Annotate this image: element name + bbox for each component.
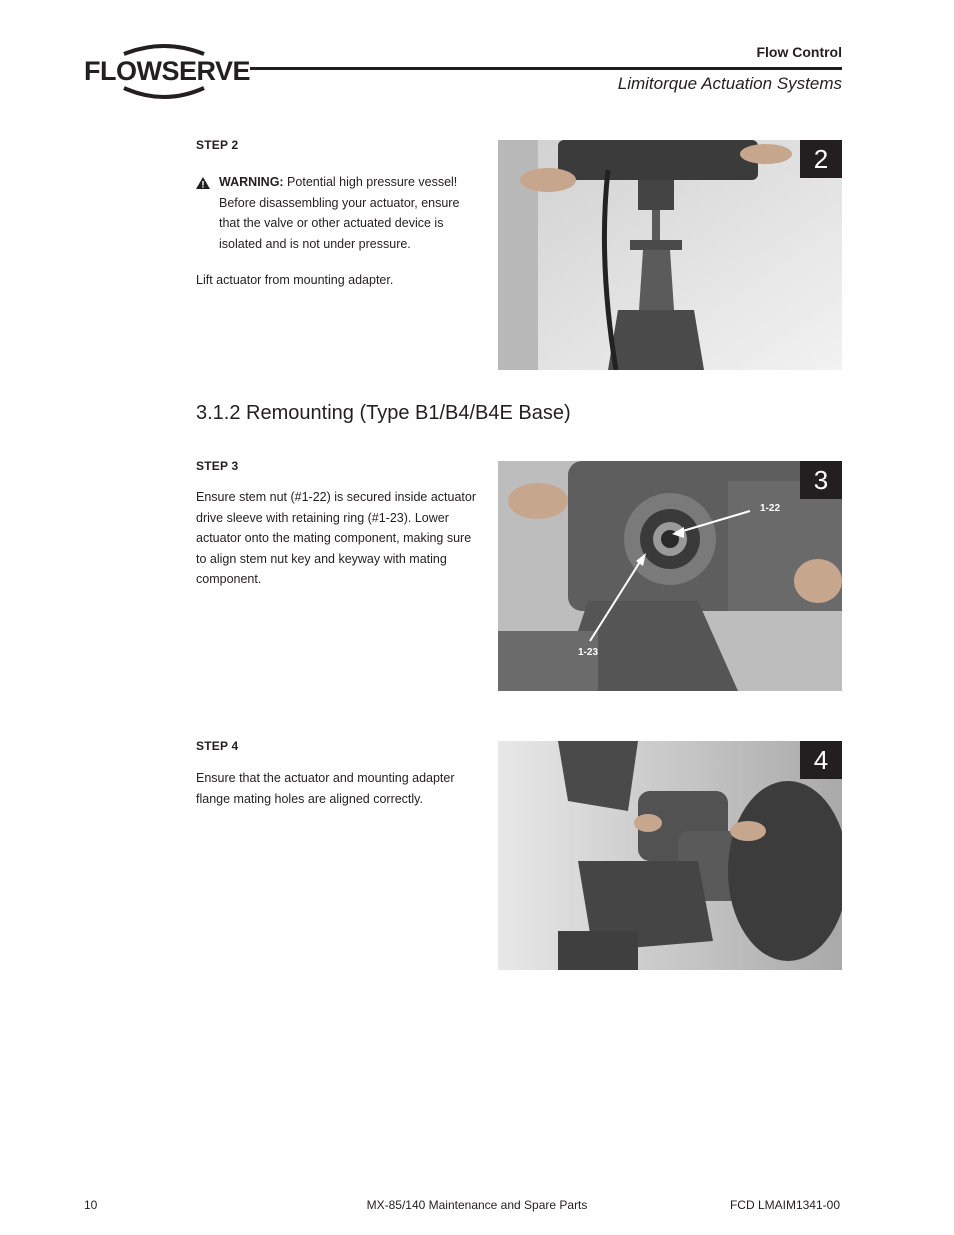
figure-4-badge: 4 [800, 741, 842, 779]
figure-4-photo [498, 741, 842, 970]
callout-1-23: 1-23 [578, 647, 599, 658]
brand-wordmark: FLOWSERVE [84, 56, 251, 86]
step-3-instruction: Ensure stem nut (#1-22) is secured inside actuator drive sleeve with retaining ring (#1-23). Lower actuator onto the mating component, making sure to align stem nut key and keyway with mating component. [196, 490, 476, 586]
footer-doc-title: MX-85/140 Maintenance and Spare Parts [366, 1198, 588, 1212]
figure-3-badge: 3 [800, 461, 842, 499]
warning-block [196, 172, 466, 254]
header-rule [250, 67, 842, 70]
figure-2-badge: 2 [800, 140, 842, 178]
flowserve-logo [84, 40, 251, 102]
step-4-label: STEP 4 [196, 739, 239, 753]
step-4-instruction: Ensure that the actuator and mounting adapter flange mating holes are aligned correctly. [196, 771, 455, 806]
figure-2-photo [498, 140, 842, 370]
page-number: 10 [84, 1198, 98, 1212]
footer-doc-code: FCD LMAIM1341-00 [729, 1198, 840, 1212]
warning-icon [196, 177, 210, 189]
step-2-instruction: Lift actuator from mounting adapter. [196, 273, 394, 287]
step-3-label: STEP 3 [196, 459, 239, 473]
callout-1-22: 1-22 [760, 503, 781, 514]
warning-label: WARNING: [219, 175, 284, 189]
section-title: 3.1.2 Remounting (Type B1/B4/B4E Base) [196, 402, 571, 424]
header-subtitle: Limitorque Actuation Systems [617, 74, 842, 93]
step-2-label: STEP 2 [196, 138, 239, 152]
warning-body: Potential high pressure vessel! Before disassembling your actuator, ensure that the valve or other actuated device is isolated and is not under pressure. [219, 175, 460, 251]
header-flow-control: Flow Control [756, 44, 842, 60]
warning-text [219, 172, 466, 254]
figure-3-photo [498, 461, 842, 691]
